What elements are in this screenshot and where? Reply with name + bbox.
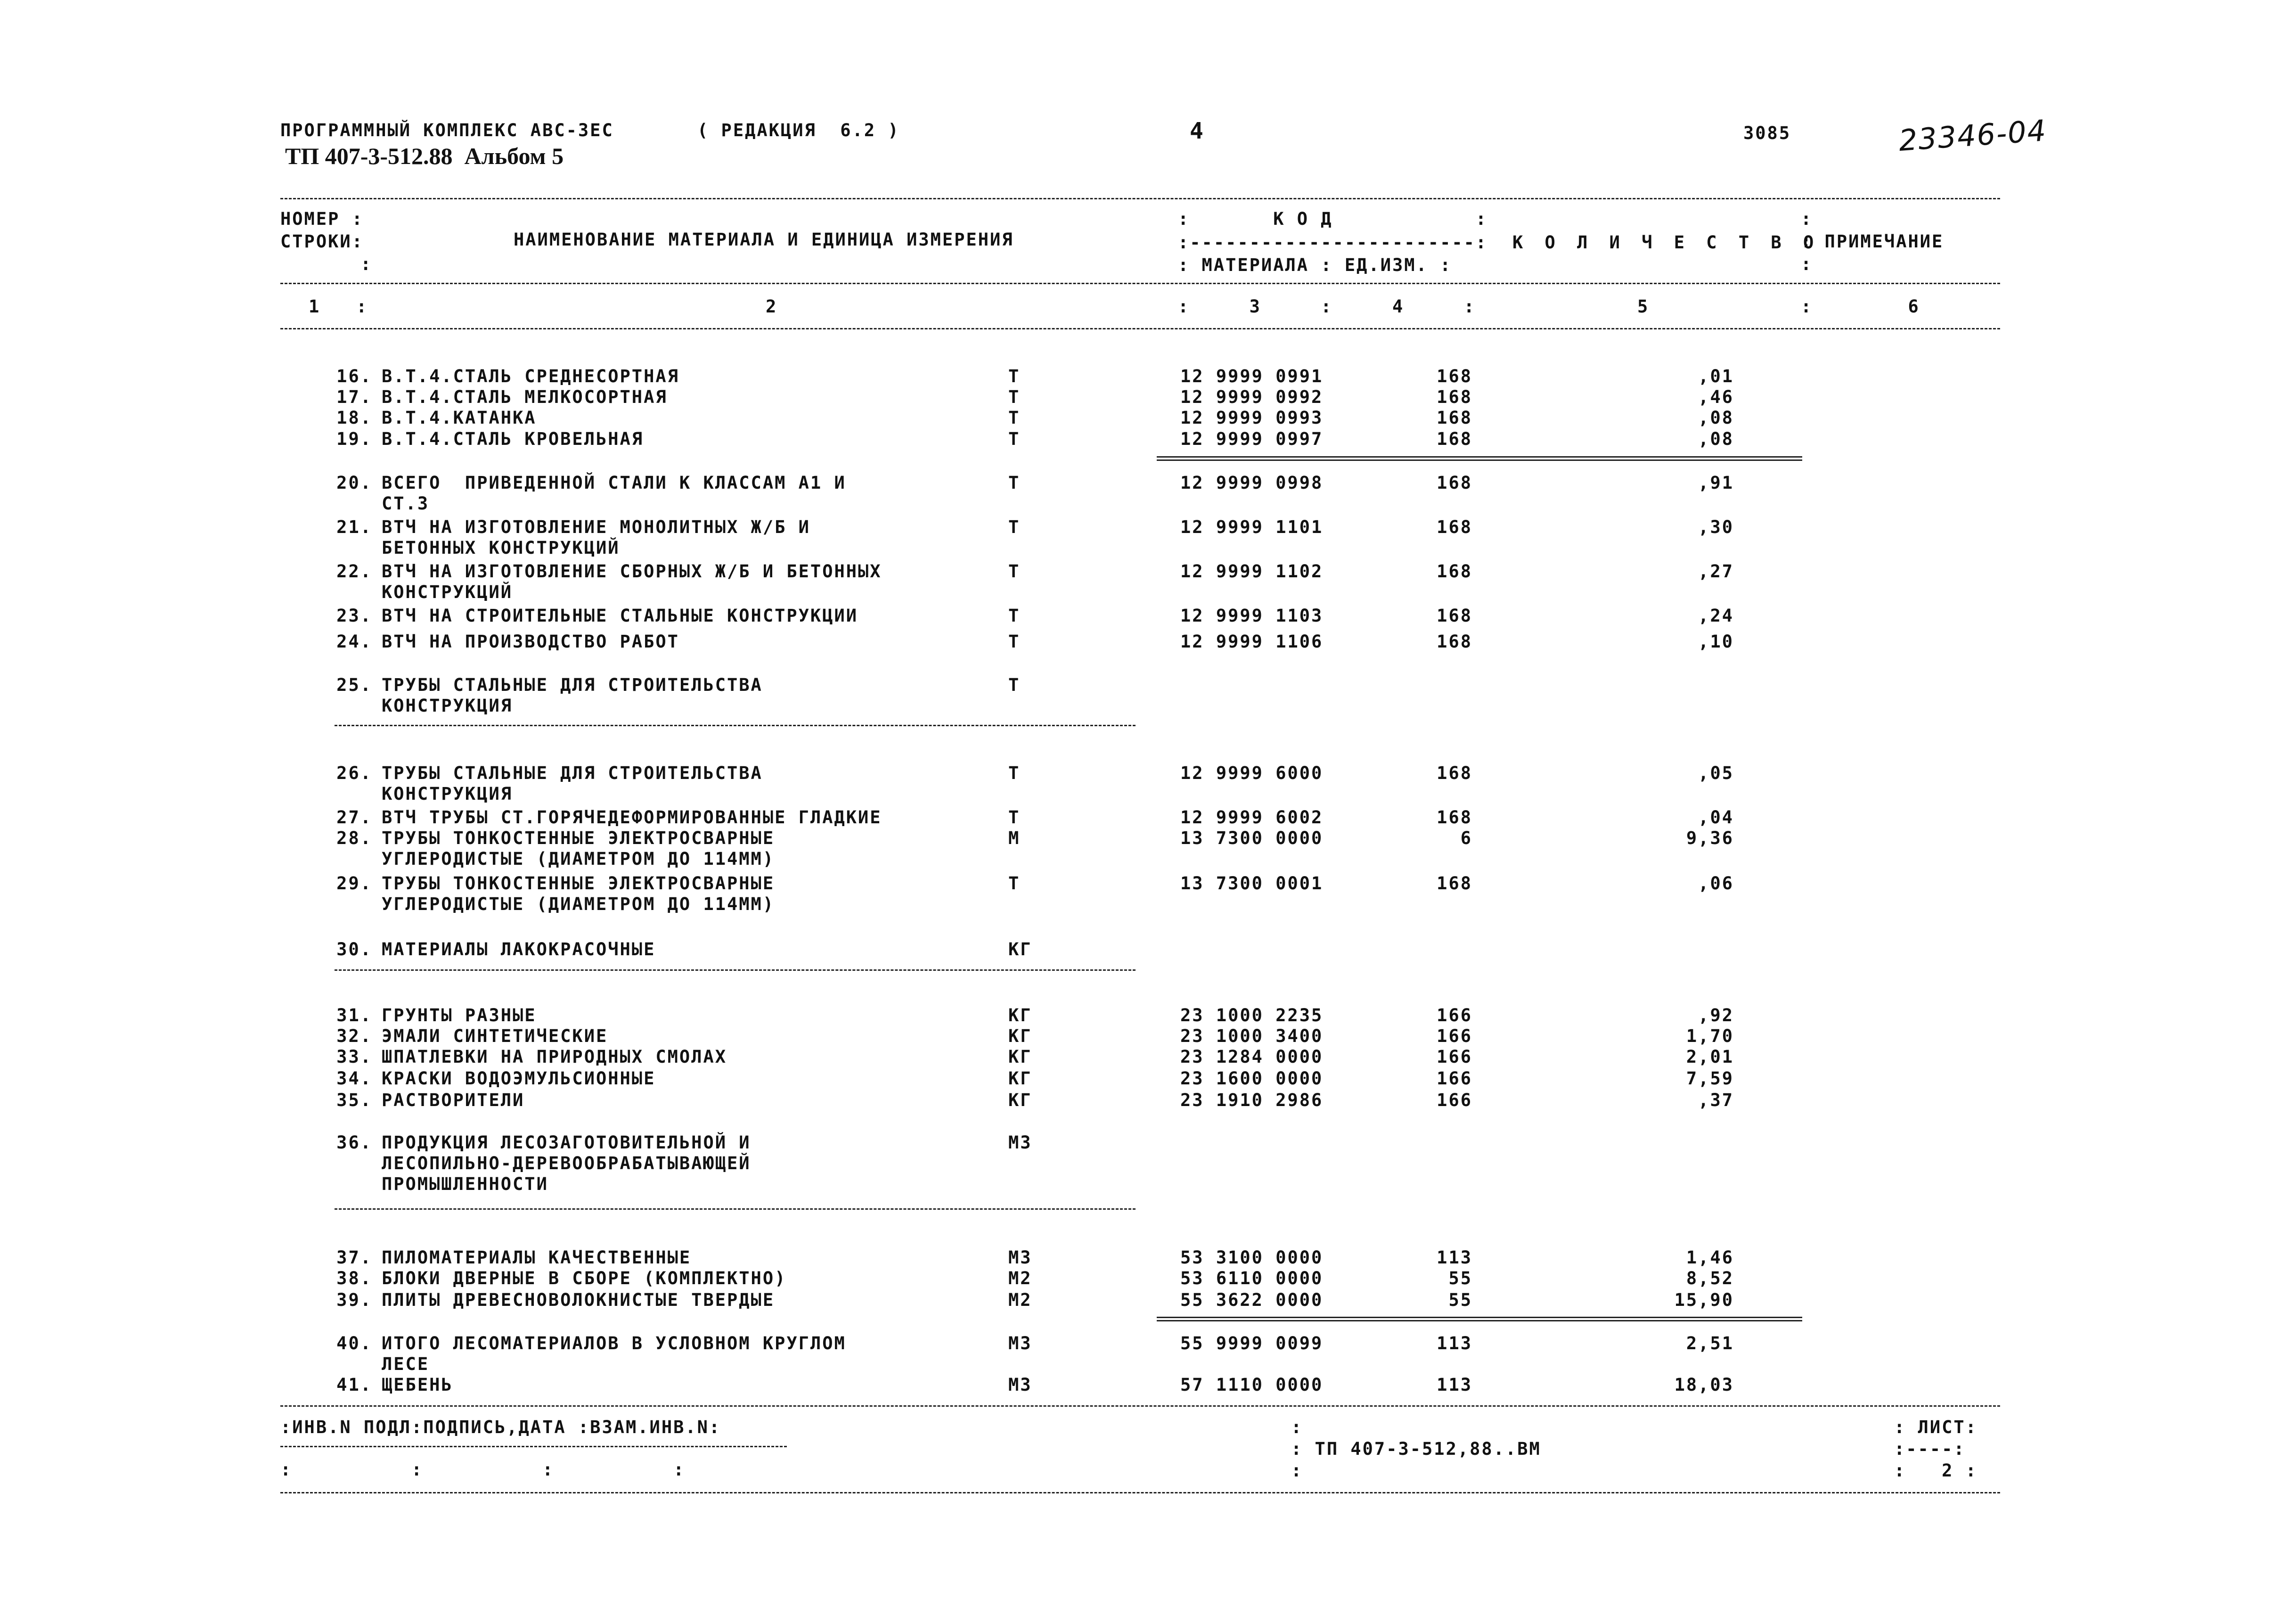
row-number: 25. (336, 675, 372, 695)
material-code: 23 1910 2986 (1180, 1090, 1324, 1110)
material-code: 12 9999 0991 (1180, 366, 1324, 386)
column-number-6: : 6 (1801, 296, 1920, 317)
quantity-value: 2,51 (1686, 1333, 1734, 1353)
program-title: ПРОГРАММНЫЙ КОМПЛЕКС АВС-ЗЕС (280, 120, 614, 140)
stamp-doc-sep-top: : (1291, 1417, 1303, 1437)
material-name: ПИЛОМАТЕРИАЛЫ КАЧЕСТВЕННЫЕ (382, 1247, 692, 1268)
unit-code: 168 (1437, 366, 1472, 386)
material-name: ВТЧ ТРУБЫ СТ.ГОРЯЧЕДЕФОРМИРОВАННЫЕ ГЛАДКИЕ (382, 807, 882, 828)
material-name: РАСТВОРИТЕЛИ (382, 1090, 525, 1110)
quantity-value: 18,03 (1674, 1375, 1734, 1395)
row-number: 32. (336, 1026, 372, 1046)
material-name: ТРУБЫ ТОНКОСТЕННЫЕ ЭЛЕКТРОСВАРНЫЕ (382, 873, 775, 894)
unit-of-measure: Т (1008, 561, 1021, 582)
material-code: 55 9999 0099 (1180, 1333, 1324, 1353)
row-number: 41. (336, 1375, 372, 1395)
unit-code: 166 (1437, 1090, 1472, 1110)
quantity-value: 15,90 (1674, 1290, 1734, 1310)
column-numbers-3-4: : 3 : 4 : (1178, 296, 1476, 317)
unit-of-measure: КГ (1008, 1090, 1032, 1110)
unit-of-measure: Т (1008, 873, 1021, 894)
unit-of-measure: М2 (1008, 1268, 1032, 1288)
unit-of-measure: КГ (1008, 1026, 1032, 1046)
note-header: : ПРИМЕЧАНИЕ (1801, 231, 1944, 252)
row-number: 30. (336, 939, 372, 959)
note-header-sep-bottom: : (1801, 254, 1813, 274)
edition-label: ( РЕДАКЦИЯ 6.2 ) (697, 120, 900, 140)
material-name-header: НАИМЕНОВАНИЕ МАТЕРИАЛА И ЕДИНИЦА ИЗМЕРЕНИЯ (514, 230, 1014, 250)
quantity-value: ,05 (1698, 763, 1734, 783)
header-top-rule (280, 198, 2000, 199)
row-number: 39. (336, 1290, 372, 1310)
unit-code: 168 (1437, 807, 1472, 828)
material-name: МАТЕРИАЛЫ ЛАКОКРАСОЧНЫЕ (382, 939, 656, 959)
unit-code: 113 (1437, 1333, 1472, 1353)
row-number: 18. (336, 408, 372, 428)
material-name: ВТЧ НА ПРОИЗВОДСТВО РАБОТ (382, 631, 679, 652)
row-number: 22. (336, 561, 372, 582)
material-name: ТРУБЫ СТАЛЬНЫЕ ДЛЯ СТРОИТЕЛЬСТВА (382, 675, 763, 695)
material-code: 23 1284 0000 (1180, 1047, 1324, 1067)
unit-code: 168 (1437, 429, 1472, 449)
code-header-divider: :------------------------: (1178, 232, 1488, 253)
material-name: ВТЧ НА ИЗГОТОВЛЕНИЕ МОНОЛИТНЫХ Ж/Б И (382, 517, 810, 537)
group-rule-timber (335, 1208, 1136, 1210)
unit-code: 168 (1437, 561, 1472, 582)
header-middle-rule (280, 283, 2000, 284)
material-code: 55 3622 0000 (1180, 1290, 1324, 1310)
unit-code: 168 (1437, 408, 1472, 428)
material-name: ГРУНТЫ РАЗНЫЕ (382, 1005, 537, 1025)
unit-of-measure: Т (1008, 675, 1021, 695)
unit-code: 113 (1437, 1375, 1472, 1395)
row-number: 37. (336, 1247, 372, 1268)
unit-of-measure: М3 (1008, 1132, 1032, 1153)
row-number-header-1: НОМЕР : (280, 209, 364, 229)
unit-code: 166 (1437, 1047, 1472, 1067)
page-number: 4 (1190, 118, 1205, 144)
row-number: 19. (336, 429, 372, 449)
material-name: ЛЕСЕ (382, 1354, 430, 1374)
material-name: УГЛЕРОДИСТЫЕ (ДИАМЕТРОМ ДО 114ММ) (382, 894, 775, 914)
quantity-value: 9,36 (1686, 828, 1734, 848)
material-name: В.Т.4.КАТАНКА (382, 408, 537, 428)
stamp-sheet-number: : 2 : (1894, 1460, 1977, 1481)
stamp-sheet-label: : ЛИСТ: (1894, 1417, 1977, 1437)
material-name: В.Т.4.СТАЛЬ СРЕДНЕСОРТНАЯ (382, 366, 679, 386)
material-name: ВТЧ НА СТРОИТЕЛЬНЫЕ СТАЛЬНЫЕ КОНСТРУКЦИИ (382, 606, 858, 626)
quantity-value: 1,46 (1686, 1247, 1734, 1268)
unit-of-measure: Т (1008, 517, 1021, 537)
material-code: 53 3100 0000 (1180, 1247, 1324, 1268)
row-number: 16. (336, 366, 372, 386)
quantity-value: 8,52 (1686, 1268, 1734, 1288)
unit-of-measure: Т (1008, 606, 1021, 626)
code-header: : К О Д : (1178, 209, 1488, 229)
material-name: ТРУБЫ ТОНКОСТЕННЫЕ ЭЛЕКТРОСВАРНЫЕ (382, 828, 775, 848)
row-number: 21. (336, 517, 372, 537)
material-code: 12 9999 1103 (1180, 606, 1324, 626)
material-code: 23 1000 2235 (1180, 1005, 1324, 1025)
project-title: ТП 407-3-512.88 Альбом 5 (285, 143, 564, 169)
material-code: 12 9999 1101 (1180, 517, 1324, 537)
quantity-value: ,30 (1698, 517, 1734, 537)
material-name: ЭМАЛИ СИНТЕТИЧЕСКИЕ (382, 1026, 608, 1046)
unit-code: 6 (1460, 828, 1472, 848)
unit-of-measure: КГ (1008, 1005, 1032, 1025)
unit-code: 168 (1437, 387, 1472, 407)
material-code: 13 7300 0000 (1180, 828, 1324, 848)
row-number: 23. (336, 606, 372, 626)
material-name: ИТОГО ЛЕСОМАТЕРИАЛОВ В УСЛОВНОМ КРУГЛОМ (382, 1333, 846, 1353)
quantity-value: ,91 (1698, 473, 1734, 493)
material-code: 12 9999 1102 (1180, 561, 1324, 582)
handwritten-inventory-number: 23346-04 (1897, 113, 2048, 158)
row-number: 31. (336, 1005, 372, 1025)
material-name: В.Т.4.СТАЛЬ МЕЛКОСОРТНАЯ (382, 387, 668, 407)
material-code: 12 9999 0998 (1180, 473, 1324, 493)
group-rule-pipes (335, 725, 1136, 726)
material-code: 12 9999 0993 (1180, 408, 1324, 428)
material-name: КОНСТРУКЦИЯ (382, 784, 513, 804)
unit-of-measure: Т (1008, 408, 1021, 428)
quantity-value: ,24 (1698, 606, 1734, 626)
row-number: 40. (336, 1333, 372, 1353)
unit-of-measure: М2 (1008, 1290, 1032, 1310)
quantity-value: 1,70 (1686, 1026, 1734, 1046)
material-name: БЛОКИ ДВЕРНЫЕ В СБОРЕ (КОМПЛЕКТНО) (382, 1268, 787, 1288)
material-name: В.Т.4.СТАЛЬ КРОВЕЛЬНАЯ (382, 429, 644, 449)
quantity-value: ,01 (1698, 366, 1734, 386)
column-number-1: 1 : (309, 296, 368, 317)
quantity-value: ,04 (1698, 807, 1734, 828)
unit-of-measure: Т (1008, 473, 1021, 493)
stamp-doc-sep-bottom: : (1291, 1460, 1303, 1481)
unit-of-measure: Т (1008, 763, 1021, 783)
row-number: 27. (336, 807, 372, 828)
document-code: 3085 (1743, 123, 1791, 143)
unit-code: 55 (1448, 1290, 1472, 1310)
row-number: 26. (336, 763, 372, 783)
material-name: БЕТОННЫХ КОНСТРУКЦИЙ (382, 538, 620, 558)
row-number: 17. (336, 387, 372, 407)
material-code: 12 9999 6002 (1180, 807, 1324, 828)
unit-of-measure: Т (1008, 631, 1021, 652)
material-name: УГЛЕРОДИСТЫЕ (ДИАМЕТРОМ ДО 114ММ) (382, 849, 775, 869)
unit-code: 168 (1437, 517, 1472, 537)
material-code: 23 1600 0000 (1180, 1068, 1324, 1089)
material-name: ВТЧ НА ИЗГОТОВЛЕНИЕ СБОРНЫХ Ж/Б И БЕТОННЫХ (382, 561, 882, 582)
quantity-value: ,46 (1698, 387, 1734, 407)
row-number: 36. (336, 1132, 372, 1153)
material-name: ПРОДУКЦИЯ ЛЕСОЗАГОТОВИТЕЛЬНОЙ И (382, 1132, 751, 1153)
material-code: 12 9999 1106 (1180, 631, 1324, 652)
row-number-header-2: СТРОКИ: (280, 231, 364, 252)
material-name: ПЛИТЫ ДРЕВЕСНОВОЛОКНИСТЫЕ ТВЕРДЫЕ (382, 1290, 775, 1310)
material-code: 12 9999 0997 (1180, 429, 1324, 449)
material-code: 23 1000 3400 (1180, 1026, 1324, 1046)
code-subheader: : МАТЕРИАЛА : ЕД.ИЗМ. : (1178, 255, 1452, 275)
row-number: 28. (336, 828, 372, 848)
unit-of-measure: КГ (1008, 939, 1032, 959)
quantity-header: К О Л И Ч Е С Т В О (1512, 232, 1820, 253)
row-number: 34. (336, 1068, 372, 1089)
material-code: 13 7300 0001 (1180, 873, 1324, 894)
material-name: КОНСТРУКЦИЯ (382, 696, 513, 716)
unit-of-measure: КГ (1008, 1047, 1032, 1067)
unit-code: 168 (1437, 631, 1472, 652)
subtotal-rule-timber (1157, 1317, 1802, 1321)
material-name: ЛЕСОПИЛЬНО-ДЕРЕВООБРАБАТЫВАЮЩЕЙ (382, 1153, 751, 1173)
unit-code: 166 (1437, 1005, 1472, 1025)
material-code: 53 6110 0000 (1180, 1268, 1324, 1288)
unit-of-measure: М (1008, 828, 1021, 848)
row-number: 33. (336, 1047, 372, 1067)
unit-code: 168 (1437, 473, 1472, 493)
stamp-labels-rule (280, 1446, 787, 1447)
group-rule-paints (335, 969, 1136, 971)
unit-code: 166 (1437, 1026, 1472, 1046)
unit-code: 55 (1448, 1268, 1472, 1288)
material-code: 12 9999 0992 (1180, 387, 1324, 407)
stamp-empty-cells: : : : : (280, 1459, 686, 1480)
quantity-value: ,08 (1698, 429, 1734, 449)
material-name: ШПАТЛЕВКИ НА ПРИРОДНЫХ СМОЛАХ (382, 1047, 727, 1067)
unit-code: 113 (1437, 1247, 1472, 1268)
unit-of-measure: КГ (1008, 1068, 1032, 1089)
unit-of-measure: Т (1008, 807, 1021, 828)
quantity-value: ,27 (1698, 561, 1734, 582)
material-name: ВСЕГО ПРИВЕДЕННОЙ СТАЛИ К КЛАССАМ А1 И (382, 473, 846, 493)
unit-code: 168 (1437, 873, 1472, 894)
row-number: 29. (336, 873, 372, 894)
unit-of-measure: М3 (1008, 1247, 1032, 1268)
material-code: 12 9999 6000 (1180, 763, 1324, 783)
unit-of-measure: Т (1008, 429, 1021, 449)
material-name: ТРУБЫ СТАЛЬНЫЕ ДЛЯ СТРОИТЕЛЬСТВА (382, 763, 763, 783)
stamp-bottom-rule (280, 1492, 2000, 1493)
unit-code: 168 (1437, 606, 1472, 626)
stamp-sheet-divider: :----: (1894, 1439, 1966, 1459)
quantity-value: 7,59 (1686, 1068, 1734, 1089)
unit-code: 168 (1437, 763, 1472, 783)
note-header-sep-top: : (1801, 209, 1813, 229)
unit-of-measure: М3 (1008, 1333, 1032, 1353)
quantity-value: ,08 (1698, 408, 1734, 428)
row-number: 38. (336, 1268, 372, 1288)
material-name: СТ.3 (382, 493, 430, 514)
stamp-labels: :ИНВ.N ПОДЛ:ПОДПИСЬ,ДАТА :ВЗАМ.ИНВ.N: (280, 1417, 721, 1437)
material-name: КРАСКИ ВОДОЭМУЛЬСИОННЫЕ (382, 1068, 656, 1089)
quantity-value: ,37 (1698, 1090, 1734, 1110)
material-name: ПРОМЫШЛЕННОСТИ (382, 1174, 548, 1194)
material-name: ЩЕБЕНЬ (382, 1375, 453, 1395)
quantity-value: ,10 (1698, 631, 1734, 652)
quantity-value: ,92 (1698, 1005, 1734, 1025)
unit-of-measure: Т (1008, 366, 1021, 386)
row-number: 35. (336, 1090, 372, 1110)
stamp-top-rule (280, 1405, 2000, 1407)
quantity-value: 2,01 (1686, 1047, 1734, 1067)
row-number-header-3: : (360, 254, 373, 274)
unit-code: 166 (1437, 1068, 1472, 1089)
stamp-document-code: : ТП 407-3-512,88..ВМ (1291, 1439, 1541, 1459)
unit-of-measure: Т (1008, 387, 1021, 407)
subtotal-rule-steel (1157, 456, 1802, 461)
header-bottom-rule (280, 328, 2000, 329)
column-number-2: 2 (766, 296, 778, 317)
quantity-value: ,06 (1698, 873, 1734, 894)
unit-of-measure: М3 (1008, 1375, 1032, 1395)
material-code: 57 1110 0000 (1180, 1375, 1324, 1395)
column-number-5: 5 (1637, 296, 1650, 317)
material-name: КОНСТРУКЦИЙ (382, 582, 513, 602)
row-number: 24. (336, 631, 372, 652)
row-number: 20. (336, 473, 372, 493)
